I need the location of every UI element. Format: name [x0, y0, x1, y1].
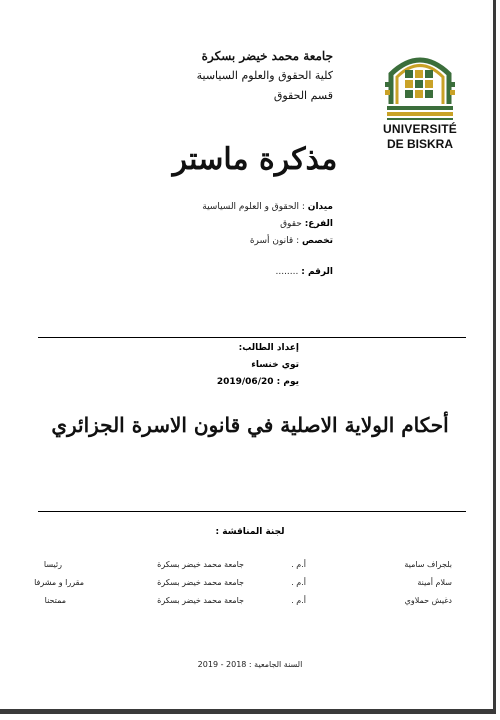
top-divider	[38, 337, 466, 338]
number-value: ........	[275, 267, 299, 277]
committee-row	[0, 578, 496, 592]
specialty-line	[133, 236, 333, 246]
committee-title: لجنة المناقشة :	[215, 527, 285, 537]
academic-year: السنة الجامعية : 2018 - 2019	[197, 660, 303, 669]
member-role: ممتحنا	[44, 596, 66, 605]
branch-line	[133, 219, 333, 229]
department-name: قسم الحقوق	[273, 89, 333, 102]
date-label: يوم :	[276, 377, 299, 387]
member-name: سلام أمينة	[417, 578, 452, 587]
member-name: دغيش حملاوي	[404, 596, 452, 605]
university-name: جامعة محمد خيضر بسكرة	[201, 49, 333, 63]
date-value: 2019/06/20	[216, 377, 274, 387]
member-affiliation: جامعة محمد خيضر بسكرة	[157, 578, 244, 587]
branch-value: حقوق	[280, 219, 302, 229]
university-header	[103, 46, 333, 106]
author-name: توي خنساء	[251, 360, 299, 370]
prepared-by-label: إعداد الطالب:	[238, 343, 299, 353]
field-line	[133, 202, 333, 212]
faculty-name: كلية الحقوق والعلوم السياسية	[196, 69, 333, 82]
logo-text-de-biskra: DE BISKRA	[386, 137, 453, 151]
member-name: بلجراف سامية	[404, 560, 452, 569]
date-line	[217, 377, 299, 387]
committee-row	[0, 596, 496, 610]
member-role: مقررا و مشرفا	[34, 578, 84, 587]
member-rank: أ.م .	[291, 560, 306, 569]
field-value: : الحقوق و العلوم السياسية	[202, 202, 305, 212]
field-label: ميدان	[307, 202, 333, 212]
member-rank: أ.م .	[291, 578, 306, 587]
logo-text-universite: UNIVERSITÉ	[382, 122, 457, 136]
member-role: رئيسا	[43, 560, 62, 569]
document-title: مذكرة ماستر	[172, 142, 338, 177]
branch-label: الفرع:	[304, 219, 333, 229]
bottom-divider	[38, 511, 466, 512]
number-label: الرقم :	[301, 267, 333, 277]
member-affiliation: جامعة محمد خيضر بسكرة	[157, 560, 244, 569]
committee-row	[0, 560, 496, 574]
member-affiliation: جامعة محمد خيضر بسكرة	[157, 596, 244, 605]
specialty-value: : قانون أسرة	[249, 236, 300, 246]
number-line	[133, 267, 333, 277]
member-rank: أ.م .	[291, 596, 306, 605]
thesis-title: أحكام الولاية الاصلية في قانون الاسرة الجزائري	[51, 413, 449, 437]
specialty-label: تخصص	[301, 236, 333, 246]
